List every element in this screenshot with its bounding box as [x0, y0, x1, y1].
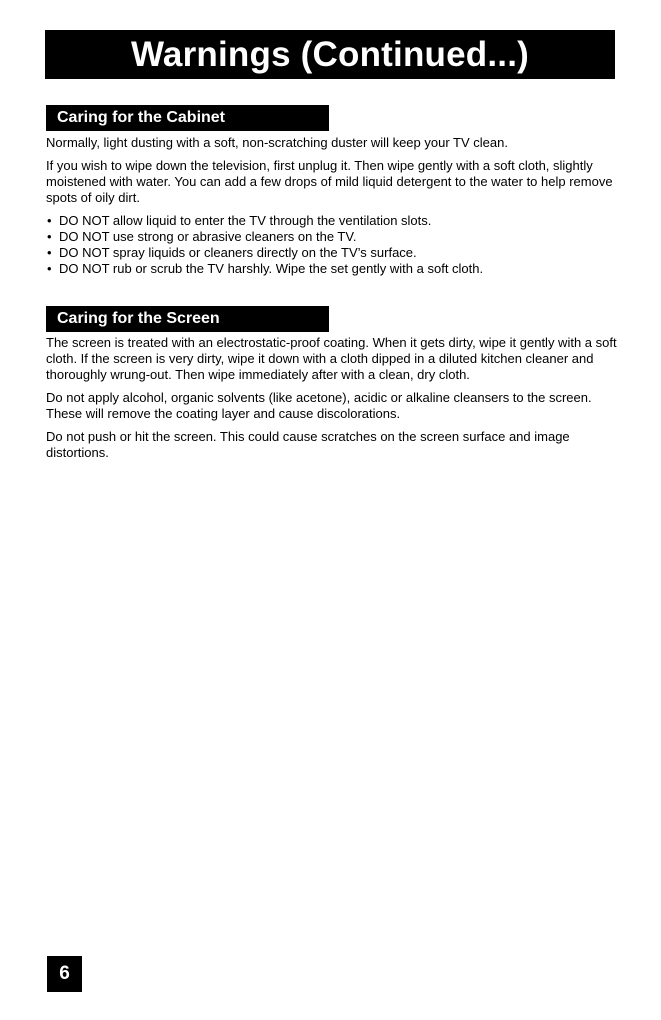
cabinet-section-header: [46, 105, 329, 131]
cabinet-paragraph: Normally, light dusting with a soft, non-scratching duster will keep your TV clean.: [46, 135, 508, 150]
screen-section-header: [46, 306, 329, 332]
screen-section-body: [46, 335, 618, 468]
screen-paragraph: Do not apply alcohol, organic solvents (like acetone), acidic or alkaline cleansers to the screen. These will remove the coating layer and cause discolorations.: [46, 390, 592, 421]
page-title-banner: [45, 30, 615, 79]
cabinet-paragraph: If you wish to wipe down the television, first unplug it. Then wipe gently with a soft cloth, slightly moistened with water. You can add a few drops of mild liquid detergent to the water to help remove spots of oily dirt.: [46, 158, 613, 205]
screen-paragraph: The screen is treated with an electrostatic-proof coating. When it gets dirty, wipe it gently with a soft cloth. If the screen is very dirty, wipe it down with a cloth dipped in a diluted kitchen cleaner and thoroughly wrung-out. Then wipe immediately after with a clean, dry cloth.: [46, 335, 617, 382]
screen-section-heading: Caring for the Screen: [57, 310, 220, 327]
cabinet-bullet-item: • DO NOT allow liquid to enter the TV through the ventilation slots.: [46, 213, 618, 229]
cabinet-bullet-item: • DO NOT rub or scrub the TV harshly. Wipe the set gently with a soft cloth.: [46, 261, 618, 277]
page-number: 6: [47, 956, 82, 992]
cabinet-bullet-list: [46, 213, 618, 277]
cabinet-section-body: [46, 135, 618, 277]
screen-paragraph: Do not push or hit the screen. This could cause scratches on the screen surface and image distortions.: [46, 429, 570, 460]
cabinet-bullet-item: • DO NOT use strong or abrasive cleaners on the TV.: [46, 229, 618, 245]
page-title: Warnings (Continued...): [131, 35, 529, 74]
cabinet-bullet-item: • DO NOT spray liquids or cleaners directly on the TV’s surface.: [46, 245, 618, 261]
cabinet-section-heading: Caring for the Cabinet: [57, 109, 226, 126]
